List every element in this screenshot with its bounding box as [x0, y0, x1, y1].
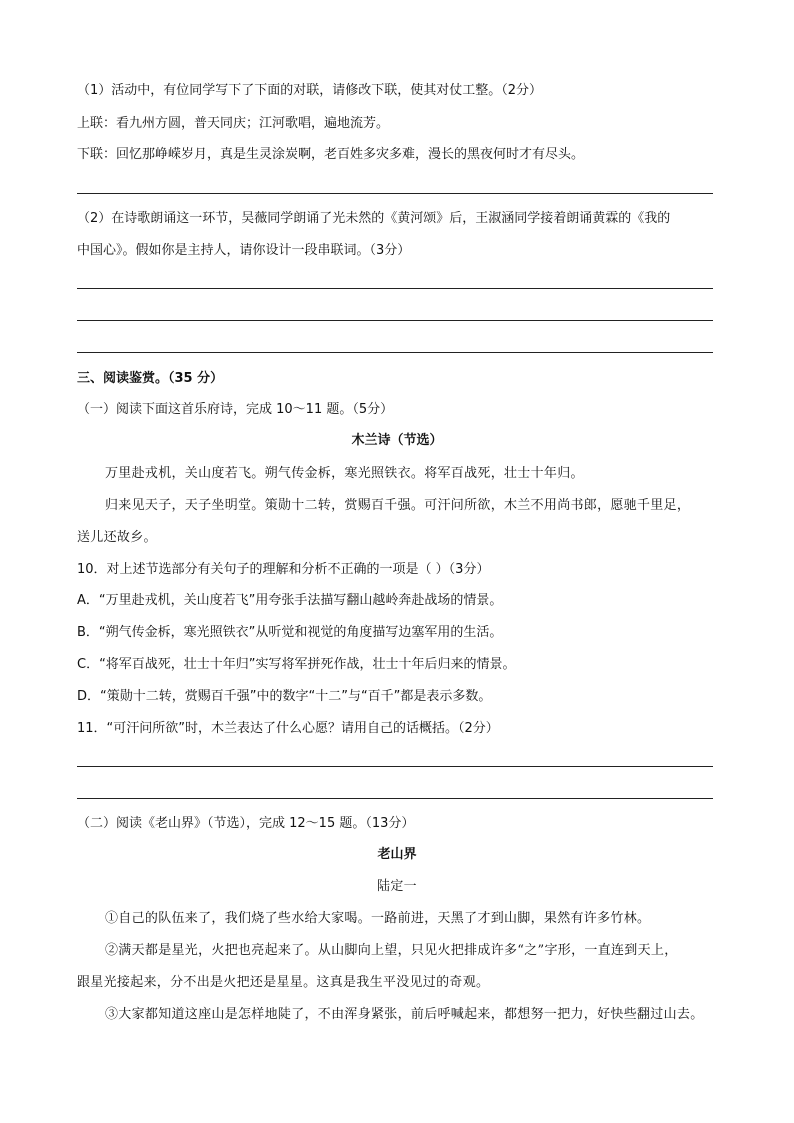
paragraph-2-line-1: ②满天都是星光，火把也亮起来了。从山脚向上望，只见火把排成许多“之”字形，一直连到天上，: [105, 943, 678, 958]
q11-prompt: 11．“可汗问所欲”时，木兰表达了什么心愿？请用自己的话概括。（2分）: [77, 721, 499, 736]
article-author: 陆定一: [377, 879, 417, 894]
poem-title: 木兰诗（节选）: [351, 433, 443, 448]
poem-line-3: 送儿还故乡。: [77, 530, 157, 545]
section3-heading: 三、阅读鉴赏。（35 分）: [77, 371, 224, 386]
q10-option-d[interactable]: D．“策勋十二转，赏赐百千强”中的数字“十二”与“百千”都是表示多数。: [77, 689, 492, 704]
paragraph-1: ①自己的队伍来了，我们烧了些水给大家喝。一路前进，天黑了才到山脚，果然有许多竹林。: [105, 911, 651, 926]
q2-prompt-line-2: 中国心》。假如你是主持人，请你设计一段串联词。（3分）: [77, 243, 411, 258]
q10-option-a[interactable]: A．“万里赴戎机，关山度若飞”用夸张手法描写翻山越岭奔赴战场的情景。: [77, 593, 503, 608]
q2-answer-line-2[interactable]: [77, 320, 713, 321]
q11-answer-line-1[interactable]: [77, 766, 713, 767]
q10-option-c[interactable]: C．“将军百战死，壮士十年归”实写将军拼死作战，壮士十年后归来的情景。: [77, 657, 516, 672]
q2-answer-line-1[interactable]: [77, 288, 713, 289]
paragraph-3: ③大家都知道这座山是怎样地陡了，不由浑身紧张，前后呼喊起来，都想努一把力，好快些翻过山去。: [105, 1007, 704, 1022]
part1-intro: （一）阅读下面这首乐府诗，完成 10～11 题。（5分）: [77, 402, 394, 417]
poem-line-2: 归来见天子，天子坐明堂。策勋十二转，赏赐百千强。可汗问所欲，木兰不用尚书郎，愿驰千里足，: [105, 498, 691, 513]
paragraph-2-line-2: 跟星光接起来，分不出是火把还是星星。这真是我生平没见过的奇观。: [77, 975, 490, 990]
q1-answer-line[interactable]: [77, 193, 713, 194]
q10-prompt: 10．对上述节选部分有关句子的理解和分析不正确的一项是（ ）（3分）: [77, 562, 490, 577]
q1-lower-couplet: 下联：回忆那峥嵘岁月，真是生灵涂炭啊，老百姓多灾多难，漫长的黑夜何时才有尽头。: [77, 147, 585, 162]
q11-answer-line-2[interactable]: [77, 798, 713, 799]
q2-prompt-line-1: （2）在诗歌朗诵这一环节，吴薇同学朗诵了光未然的《黄河颂》后，王淑涵同学接着朗诵黄霖的《我的: [77, 211, 671, 226]
part2-intro: （二）阅读《老山界》（节选），完成 12～15 题。（13分）: [77, 816, 415, 831]
q10-option-b[interactable]: B．“朔气传金柝，寒光照铁衣”从听觉和视觉的角度描写边塞军用的生活。: [77, 625, 503, 640]
q1-upper-couplet: 上联：看九州方圆，普天同庆；江河歌唱，遍地流芳。: [77, 116, 390, 131]
q2-answer-line-3[interactable]: [77, 352, 713, 353]
q1-prompt: （1）活动中，有位同学写下了下面的对联，请修改下联，使其对仗工整。（2分）: [77, 83, 543, 98]
poem-line-1: 万里赴戎机，关山度若飞。朔气传金柝，寒光照铁衣。将军百战死，壮士十年归。: [105, 466, 584, 481]
article-title: 老山界: [377, 847, 417, 862]
